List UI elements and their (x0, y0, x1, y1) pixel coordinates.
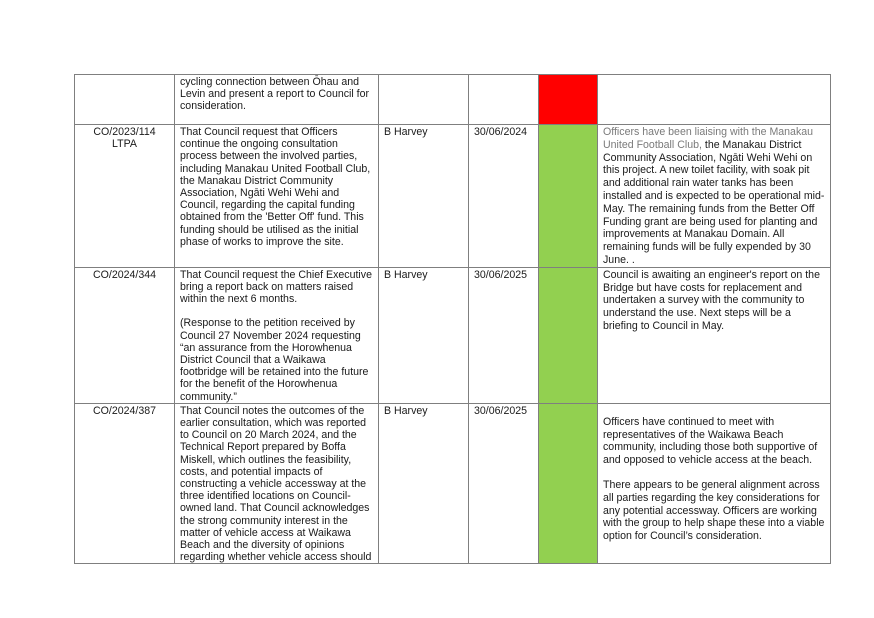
notes-text: There appears to be general alignment across all parties regarding the key considerations for any potential accessway. Officers are working with the group to help shape these into a viable option for Council’s consideration. (603, 478, 825, 543)
date-cell (469, 75, 539, 125)
status-green-cell (539, 267, 598, 403)
notes-grey-text: Officers have been liaising with the Manakau United Football Club, (603, 126, 814, 151)
notes-cell (598, 125, 831, 268)
notes-cell (598, 75, 831, 125)
table-row (75, 125, 831, 268)
resolution-cell (175, 403, 379, 564)
resolution-text: That Council request the Chief Executive bring a report back on matters raised within the next 6 months. (180, 268, 372, 306)
resolution-text: That Council notes the outcomes of the earlier consultation, which was reported to Council on 20 March 2024, and the Technical Report prepared by Boffa Miskell, which outlines the feasibility, costs, and potential impacts of constructing a vehicle accessway at the three identified locations on Council-owned land. That Council acknowledges the strong community interest in the matter of vehicle access at Waikawa Beach and the diversity of opinions regarding whether vehicle access should (180, 404, 372, 564)
notes-text: the Manakau District Community Association, Ngāti Wehi Wehi on this project. A new toilet facility, with soak pit and additional rain water tanks has been installed and is expected to be operational mid-May. The remaining funds from the Better Off Funding grant are being used for planting and improvements at Manakau Domain. All remaining funds will be fully expended by 30 June. . (603, 138, 825, 266)
officer-cell: B Harvey (379, 125, 469, 268)
notes-cell (598, 403, 831, 564)
resolution-text: cycling connection between Ōhau and Levin and present a report to Council for consideration. (180, 76, 370, 113)
ref-cell: CO/2023/114 LTPA (75, 125, 175, 268)
table-row (75, 403, 831, 564)
resolution-text: That Council request that Officers continue the ongoing consultation process between the involved parties, including Manakau United Football Club, the Manakau District Community Association, Ngāti Wehi Wehi and Council, regarding the capital funding obtained from the 'Better Off' fund. This funding should be utilised as the initial phase of works to improve the site. (180, 126, 371, 248)
ref-cell (75, 75, 175, 125)
status-green-cell (539, 403, 598, 564)
resolutions-table (74, 74, 831, 564)
notes-text: Officers have continued to meet with representatives of the Waikawa Beach community, including those both supportive of and opposed to vehicle access at the beach. (603, 415, 818, 467)
resolution-text: (Response to the petition received by Council 27 November 2024 requesting “an assurance from the Horowhenua District Council that a Waikawa footbridge will be retained into the future for the benefit of the Horowhenua community.” (180, 317, 369, 403)
date-cell: 30/06/2024 (469, 125, 539, 268)
date-cell: 30/06/2025 (469, 267, 539, 403)
notes-cell (598, 267, 831, 403)
ref-cell: CO/2024/387 (75, 403, 175, 564)
resolution-cell (175, 125, 379, 268)
status-green-cell (539, 125, 598, 268)
date-cell: 30/06/2025 (469, 403, 539, 564)
resolution-cell (175, 267, 379, 403)
table-row (75, 267, 831, 403)
table-row (75, 75, 831, 125)
ref-cell: CO/2024/344 (75, 267, 175, 403)
status-red-cell (539, 75, 598, 125)
officer-cell: B Harvey (379, 267, 469, 403)
resolution-cell (175, 75, 379, 125)
notes-text: Council is awaiting an engineer's report on the Bridge but have costs for replacement and undertaken a survey with the community to understand the use. Next steps will be a briefing to Council in May. (603, 268, 820, 332)
officer-cell: B Harvey (379, 403, 469, 564)
officer-cell (379, 75, 469, 125)
